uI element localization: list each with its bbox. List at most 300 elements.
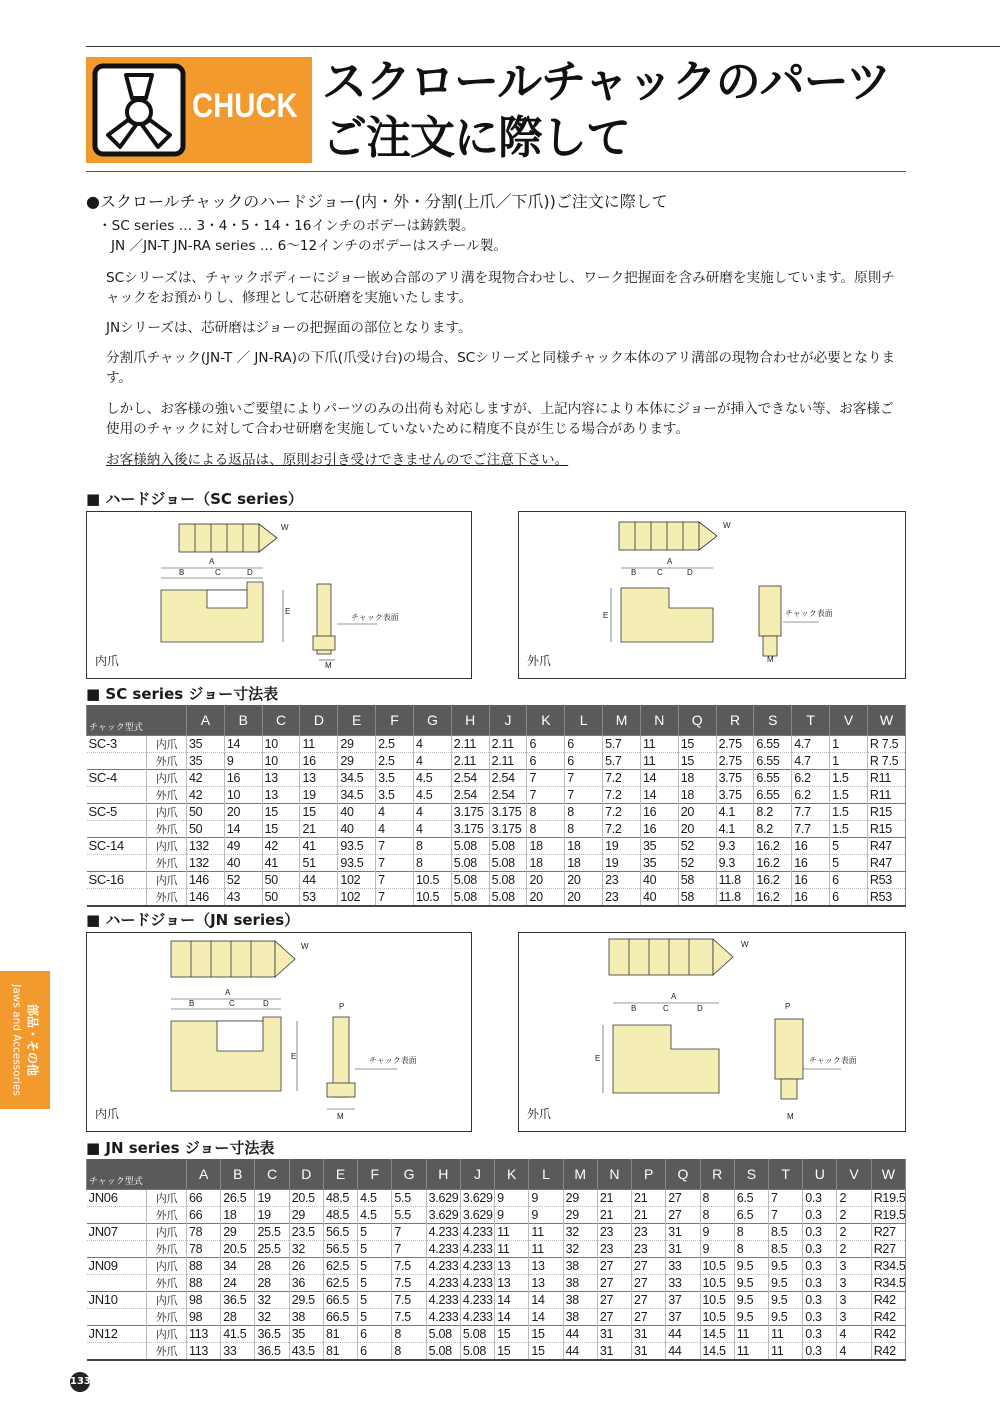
value-cell: 19 xyxy=(603,838,641,855)
value-cell: 3.629 xyxy=(460,1207,494,1224)
value-cell: 2.54 xyxy=(489,770,527,787)
value-cell: 23 xyxy=(632,1241,666,1258)
value-cell: 3.5 xyxy=(376,787,414,804)
value-cell: 3.175 xyxy=(489,821,527,838)
value-cell: 4.1 xyxy=(716,821,754,838)
column-header: L xyxy=(529,1159,563,1190)
table-row xyxy=(87,821,906,838)
value-cell: 5.08 xyxy=(489,838,527,855)
value-cell: 21 xyxy=(300,821,338,838)
value-cell: 9 xyxy=(529,1190,563,1207)
value-cell: 98 xyxy=(187,1309,221,1326)
svg-text:チャック表面: チャック表面 xyxy=(351,613,399,622)
jaw-type-cell: 外爪 xyxy=(147,1275,187,1292)
value-cell: 13 xyxy=(262,770,300,787)
table-row xyxy=(87,1275,906,1292)
value-cell: R47 xyxy=(867,838,905,855)
jn-table-heading: ■ JN series ジョー寸法表 xyxy=(86,1139,275,1157)
value-cell: 5.08 xyxy=(426,1343,460,1361)
value-cell: 38 xyxy=(563,1309,597,1326)
corner-label: チャック型式 xyxy=(89,722,143,732)
column-header: W xyxy=(871,1159,905,1190)
value-cell: 24 xyxy=(221,1275,255,1292)
jaw-type-cell: 内爪 xyxy=(147,1190,187,1207)
svg-text:D: D xyxy=(687,568,693,577)
model-cell: JN12 xyxy=(87,1326,147,1343)
value-cell: R19.5 xyxy=(871,1190,905,1207)
column-header: M xyxy=(563,1159,597,1190)
value-cell: 4.5 xyxy=(358,1190,392,1207)
value-cell: 7 xyxy=(392,1224,426,1241)
value-cell: 38 xyxy=(563,1292,597,1309)
value-cell: 31 xyxy=(666,1241,700,1258)
jn-inner-jaw-drawing xyxy=(87,933,471,1131)
section-side-tab xyxy=(0,971,50,1109)
value-cell: 9.3 xyxy=(716,838,754,855)
value-cell: 10 xyxy=(262,753,300,770)
svg-text:W: W xyxy=(301,942,309,951)
value-cell: 20 xyxy=(224,804,262,821)
value-cell: 58 xyxy=(678,872,716,889)
value-cell: 6 xyxy=(565,736,603,753)
value-cell: 23.5 xyxy=(289,1224,323,1241)
value-cell: 11 xyxy=(529,1224,563,1241)
value-cell: 43 xyxy=(224,889,262,907)
svg-text:チャック表面: チャック表面 xyxy=(369,1056,417,1065)
value-cell: 34.5 xyxy=(338,770,376,787)
value-cell: 42 xyxy=(187,787,225,804)
value-cell: 14 xyxy=(529,1309,563,1326)
value-cell: 2.75 xyxy=(716,753,754,770)
model-cell: JN06 xyxy=(87,1190,147,1207)
value-cell: 4.5 xyxy=(413,787,451,804)
column-header: J xyxy=(489,705,527,736)
value-cell: R34.5 xyxy=(871,1258,905,1275)
svg-text:P: P xyxy=(785,1002,791,1011)
value-cell: R34.5 xyxy=(871,1275,905,1292)
sc-diagram-heading: ■ ハードジョー（SC series） xyxy=(86,490,303,508)
column-header: E xyxy=(323,1159,357,1190)
intro-para-3: 分割爪チャック(JN-T ／ JN-RA)の下爪(爪受け台)の場合、SCシリーズと同様チャック本体のアリ溝部の現物合わせが必要となります。 xyxy=(106,350,896,386)
value-cell: 8 xyxy=(527,804,565,821)
value-cell: 5 xyxy=(830,855,868,872)
value-cell: 35 xyxy=(187,753,225,770)
value-cell: 4.233 xyxy=(426,1275,460,1292)
value-cell: R 7.5 xyxy=(867,736,905,753)
column-header: R xyxy=(700,1159,734,1190)
value-cell: 40 xyxy=(338,821,376,838)
svg-text:D: D xyxy=(697,1004,703,1013)
value-cell: 11 xyxy=(734,1343,768,1361)
model-cell: SC-16 xyxy=(87,872,147,889)
value-cell: 50 xyxy=(187,804,225,821)
value-cell: 2 xyxy=(837,1224,871,1241)
value-cell: 31 xyxy=(597,1343,631,1361)
value-cell: R42 xyxy=(871,1343,905,1361)
svg-text:C: C xyxy=(657,568,663,577)
value-cell: 2.11 xyxy=(451,736,489,753)
value-cell: 33 xyxy=(666,1275,700,1292)
value-cell: 5.08 xyxy=(489,889,527,907)
value-cell: 16 xyxy=(792,838,830,855)
value-cell: 4.5 xyxy=(358,1207,392,1224)
value-cell: 1.5 xyxy=(830,770,868,787)
value-cell: 3.629 xyxy=(426,1207,460,1224)
model-cell: JN09 xyxy=(87,1258,147,1275)
column-header: H xyxy=(426,1159,460,1190)
value-cell: 8 xyxy=(700,1207,734,1224)
value-cell: 42 xyxy=(262,838,300,855)
value-cell: 11.8 xyxy=(716,872,754,889)
value-cell: 7.5 xyxy=(392,1292,426,1309)
value-cell: 5.08 xyxy=(451,855,489,872)
column-header: Q xyxy=(678,705,716,736)
model-cell: SC-5 xyxy=(87,804,147,821)
intro-line-1: ・SC series … 3・4・5・14・16インチのボデーは鋳鉄製。 xyxy=(98,218,475,234)
value-cell: 113 xyxy=(187,1326,221,1343)
svg-text:B: B xyxy=(189,999,195,1008)
value-cell: 1.5 xyxy=(830,821,868,838)
value-cell: 3.175 xyxy=(489,804,527,821)
value-cell: 14 xyxy=(224,821,262,838)
value-cell: 5.7 xyxy=(603,736,641,753)
value-cell: 27 xyxy=(666,1207,700,1224)
table-corner-header xyxy=(87,705,187,736)
value-cell: 40 xyxy=(338,804,376,821)
value-cell: 6 xyxy=(358,1326,392,1343)
svg-text:チャック表面: チャック表面 xyxy=(809,1056,857,1065)
jn-outer-jaw-diagram xyxy=(518,932,906,1132)
value-cell: 36.5 xyxy=(255,1343,289,1361)
model-cell xyxy=(87,753,147,770)
value-cell: 27 xyxy=(666,1190,700,1207)
value-cell: 6 xyxy=(830,889,868,907)
value-cell: 146 xyxy=(187,872,225,889)
value-cell: 146 xyxy=(187,889,225,907)
value-cell: 27 xyxy=(597,1258,631,1275)
value-cell: 0.3 xyxy=(803,1326,837,1343)
value-cell: 20 xyxy=(565,872,603,889)
value-cell: 38 xyxy=(289,1309,323,1326)
value-cell: 8 xyxy=(413,855,451,872)
svg-text:P: P xyxy=(339,1002,345,1011)
value-cell: 7.2 xyxy=(603,770,641,787)
value-cell: 7.5 xyxy=(392,1258,426,1275)
value-cell: 9 xyxy=(495,1207,529,1224)
value-cell: 13 xyxy=(300,770,338,787)
value-cell: 4 xyxy=(837,1343,871,1361)
table-row xyxy=(87,1343,906,1361)
value-cell: 31 xyxy=(632,1343,666,1361)
value-cell: 4.233 xyxy=(426,1309,460,1326)
svg-text:W: W xyxy=(281,523,289,532)
value-cell: 8 xyxy=(392,1343,426,1361)
value-cell: R47 xyxy=(867,855,905,872)
value-cell: 35 xyxy=(187,736,225,753)
value-cell: 81 xyxy=(323,1326,357,1343)
value-cell: 48.5 xyxy=(323,1207,357,1224)
side-tab-label-en: Jaws and Accessories xyxy=(10,984,23,1096)
value-cell: 31 xyxy=(632,1326,666,1343)
value-cell: 8 xyxy=(700,1190,734,1207)
value-cell: 3.175 xyxy=(451,804,489,821)
value-cell: 7 xyxy=(527,770,565,787)
value-cell: 20 xyxy=(678,821,716,838)
model-cell: SC-4 xyxy=(87,770,147,787)
value-cell: 43.5 xyxy=(289,1343,323,1361)
svg-text:B: B xyxy=(631,568,637,577)
value-cell: 6 xyxy=(830,872,868,889)
column-header: N xyxy=(640,705,678,736)
value-cell: 23 xyxy=(597,1224,631,1241)
value-cell: 11 xyxy=(640,753,678,770)
value-cell: 23 xyxy=(603,889,641,907)
value-cell: 28 xyxy=(255,1275,289,1292)
value-cell: 11 xyxy=(495,1224,529,1241)
value-cell: 41 xyxy=(300,838,338,855)
value-cell: 102 xyxy=(338,889,376,907)
value-cell: 35 xyxy=(640,855,678,872)
value-cell: 78 xyxy=(187,1224,221,1241)
value-cell: 5 xyxy=(358,1224,392,1241)
value-cell: 37 xyxy=(666,1292,700,1309)
value-cell: 66 xyxy=(187,1190,221,1207)
chuck-logo xyxy=(86,57,312,163)
model-cell: JN10 xyxy=(87,1292,147,1309)
column-header: C xyxy=(262,705,300,736)
column-header: K xyxy=(527,705,565,736)
column-header: F xyxy=(358,1159,392,1190)
value-cell: 8 xyxy=(734,1241,768,1258)
value-cell: 78 xyxy=(187,1241,221,1258)
svg-text:M: M xyxy=(767,655,774,664)
table-row xyxy=(87,1292,906,1309)
sc-inner-jaw-drawing xyxy=(87,512,471,678)
value-cell: 6.55 xyxy=(754,736,792,753)
sc-outer-jaw-drawing xyxy=(519,512,905,678)
svg-text:E: E xyxy=(291,1052,297,1061)
value-cell: 36 xyxy=(289,1275,323,1292)
value-cell: 4 xyxy=(413,804,451,821)
table-row xyxy=(87,753,906,770)
jaw-type-cell: 外爪 xyxy=(147,1241,187,1258)
table-row xyxy=(87,1309,906,1326)
value-cell: 21 xyxy=(632,1190,666,1207)
value-cell: 2 xyxy=(837,1241,871,1258)
svg-text:M: M xyxy=(325,661,332,670)
svg-text:W: W xyxy=(723,521,731,530)
value-cell: 9.5 xyxy=(768,1292,802,1309)
page-number: 133 xyxy=(70,1372,90,1392)
value-cell: 14.5 xyxy=(700,1343,734,1361)
value-cell: 4 xyxy=(837,1326,871,1343)
column-header: W xyxy=(867,705,905,736)
svg-text:B: B xyxy=(179,568,185,577)
value-cell: 16 xyxy=(640,804,678,821)
value-cell: 8.2 xyxy=(754,804,792,821)
value-cell: 62.5 xyxy=(323,1275,357,1292)
value-cell: 2 xyxy=(837,1207,871,1224)
value-cell: 50 xyxy=(187,821,225,838)
intro-para-4: しかし、お客様の強いご要望によりパーツのみの出荷も対応しますが、上記内容により本体にジョーが挿入できない等、お客様ご使用のチャックに対して合わせ研磨を実施していないために精度不良が生じる場合があります。 xyxy=(106,401,894,437)
value-cell: 7.7 xyxy=(792,804,830,821)
value-cell: 4 xyxy=(413,821,451,838)
value-cell: 9 xyxy=(224,753,262,770)
value-cell: R27 xyxy=(871,1241,905,1258)
value-cell: 41.5 xyxy=(221,1326,255,1343)
jn-inner-jaw-diagram xyxy=(86,932,472,1132)
svg-text:E: E xyxy=(595,1054,601,1063)
value-cell: 4.233 xyxy=(426,1224,460,1241)
column-header: U xyxy=(803,1159,837,1190)
value-cell: 7.5 xyxy=(392,1275,426,1292)
model-cell xyxy=(87,1343,147,1361)
value-cell: 81 xyxy=(323,1343,357,1361)
value-cell: 0.3 xyxy=(803,1292,837,1309)
column-header: V xyxy=(837,1159,871,1190)
column-header: T xyxy=(768,1159,802,1190)
value-cell: 11 xyxy=(768,1343,802,1361)
value-cell: 10.5 xyxy=(700,1258,734,1275)
value-cell: 6 xyxy=(527,736,565,753)
jn-dimension-table xyxy=(86,1159,906,1361)
value-cell: 16 xyxy=(640,821,678,838)
column-header: M xyxy=(603,705,641,736)
value-cell: 0.3 xyxy=(803,1258,837,1275)
value-cell: 51 xyxy=(300,855,338,872)
table-row xyxy=(87,787,906,804)
column-header: B xyxy=(221,1159,255,1190)
jaw-type-cell: 内爪 xyxy=(147,1326,187,1343)
value-cell: 36.5 xyxy=(221,1292,255,1309)
value-cell: 5.5 xyxy=(392,1207,426,1224)
value-cell: 4.5 xyxy=(413,770,451,787)
value-cell: 18 xyxy=(221,1207,255,1224)
value-cell: 4 xyxy=(413,736,451,753)
intro-para-2: JNシリーズは、芯研磨はジョーの把握面の部位となります。 xyxy=(106,320,472,336)
value-cell: 4.233 xyxy=(460,1241,494,1258)
column-header: T xyxy=(792,705,830,736)
page-title xyxy=(322,54,890,166)
value-cell: 3.75 xyxy=(716,787,754,804)
value-cell: 27 xyxy=(597,1275,631,1292)
table-row xyxy=(87,770,906,787)
table-corner-header xyxy=(87,1159,187,1190)
svg-text:C: C xyxy=(229,999,235,1008)
value-cell: 3.175 xyxy=(451,821,489,838)
value-cell: 42 xyxy=(187,770,225,787)
value-cell: 6 xyxy=(527,753,565,770)
value-cell: 5.7 xyxy=(603,753,641,770)
value-cell: 14 xyxy=(495,1292,529,1309)
value-cell: 19 xyxy=(255,1190,289,1207)
value-cell: 25.5 xyxy=(255,1241,289,1258)
column-header: Q xyxy=(666,1159,700,1190)
value-cell: 10.5 xyxy=(700,1275,734,1292)
value-cell: 132 xyxy=(187,838,225,855)
value-cell: 102 xyxy=(338,872,376,889)
value-cell: 1 xyxy=(830,736,868,753)
value-cell: 20 xyxy=(527,872,565,889)
column-header: L xyxy=(565,705,603,736)
value-cell: 16 xyxy=(224,770,262,787)
value-cell: 16.2 xyxy=(754,889,792,907)
value-cell: 0.3 xyxy=(803,1343,837,1361)
svg-text:M: M xyxy=(337,1112,344,1121)
table-row xyxy=(87,1190,906,1207)
value-cell: 16 xyxy=(792,889,830,907)
value-cell: 0.3 xyxy=(803,1275,837,1292)
value-cell: 8 xyxy=(392,1326,426,1343)
value-cell: 0.3 xyxy=(803,1224,837,1241)
value-cell: 5.5 xyxy=(392,1190,426,1207)
value-cell: 29 xyxy=(563,1207,597,1224)
value-cell: 21 xyxy=(632,1207,666,1224)
value-cell: 20 xyxy=(678,804,716,821)
value-cell: 13 xyxy=(495,1258,529,1275)
jaw-type-cell: 外爪 xyxy=(147,787,187,804)
value-cell: 28 xyxy=(221,1309,255,1326)
value-cell: 5.08 xyxy=(489,872,527,889)
model-cell xyxy=(87,889,147,907)
value-cell: 5.08 xyxy=(426,1326,460,1343)
side-tab-label-ja: 部品・その他 xyxy=(25,1003,40,1076)
value-cell: 11 xyxy=(768,1326,802,1343)
value-cell: 3.629 xyxy=(460,1190,494,1207)
value-cell: 4.7 xyxy=(792,753,830,770)
value-cell: 2.54 xyxy=(451,770,489,787)
jn-outer-jaw-drawing xyxy=(519,933,905,1131)
jaw-type-cell: 内爪 xyxy=(147,736,187,753)
value-cell: 6.5 xyxy=(734,1207,768,1224)
value-cell: 52 xyxy=(224,872,262,889)
table-row xyxy=(87,804,906,821)
value-cell: 9.5 xyxy=(768,1275,802,1292)
table-row xyxy=(87,855,906,872)
value-cell: 7 xyxy=(565,770,603,787)
column-header: A xyxy=(187,705,225,736)
value-cell: 9.5 xyxy=(734,1258,768,1275)
value-cell: 9.5 xyxy=(768,1258,802,1275)
value-cell: 9.5 xyxy=(768,1309,802,1326)
value-cell: 29.5 xyxy=(289,1292,323,1309)
value-cell: 23 xyxy=(597,1241,631,1258)
corner-label: チャック型式 xyxy=(89,1176,143,1186)
logo-text: CHUCK xyxy=(192,87,298,125)
jaw-type-cell: 外爪 xyxy=(147,821,187,838)
model-cell: JN07 xyxy=(87,1224,147,1241)
value-cell: 35 xyxy=(289,1326,323,1343)
value-cell: 19 xyxy=(300,787,338,804)
value-cell: 5 xyxy=(358,1309,392,1326)
value-cell: 15 xyxy=(529,1326,563,1343)
value-cell: 8 xyxy=(413,838,451,855)
value-cell: 29 xyxy=(221,1224,255,1241)
value-cell: 27 xyxy=(597,1309,631,1326)
value-cell: 27 xyxy=(632,1275,666,1292)
jaw-type-cell: 外爪 xyxy=(147,855,187,872)
svg-text:A: A xyxy=(671,992,677,1001)
value-cell: 7 xyxy=(376,855,414,872)
value-cell: R53 xyxy=(867,889,905,907)
value-cell: 37 xyxy=(666,1309,700,1326)
value-cell: 3 xyxy=(837,1275,871,1292)
value-cell: 13 xyxy=(529,1258,563,1275)
value-cell: 49 xyxy=(224,838,262,855)
value-cell: 44 xyxy=(666,1326,700,1343)
value-cell: 33 xyxy=(666,1258,700,1275)
value-cell: 8.2 xyxy=(754,821,792,838)
